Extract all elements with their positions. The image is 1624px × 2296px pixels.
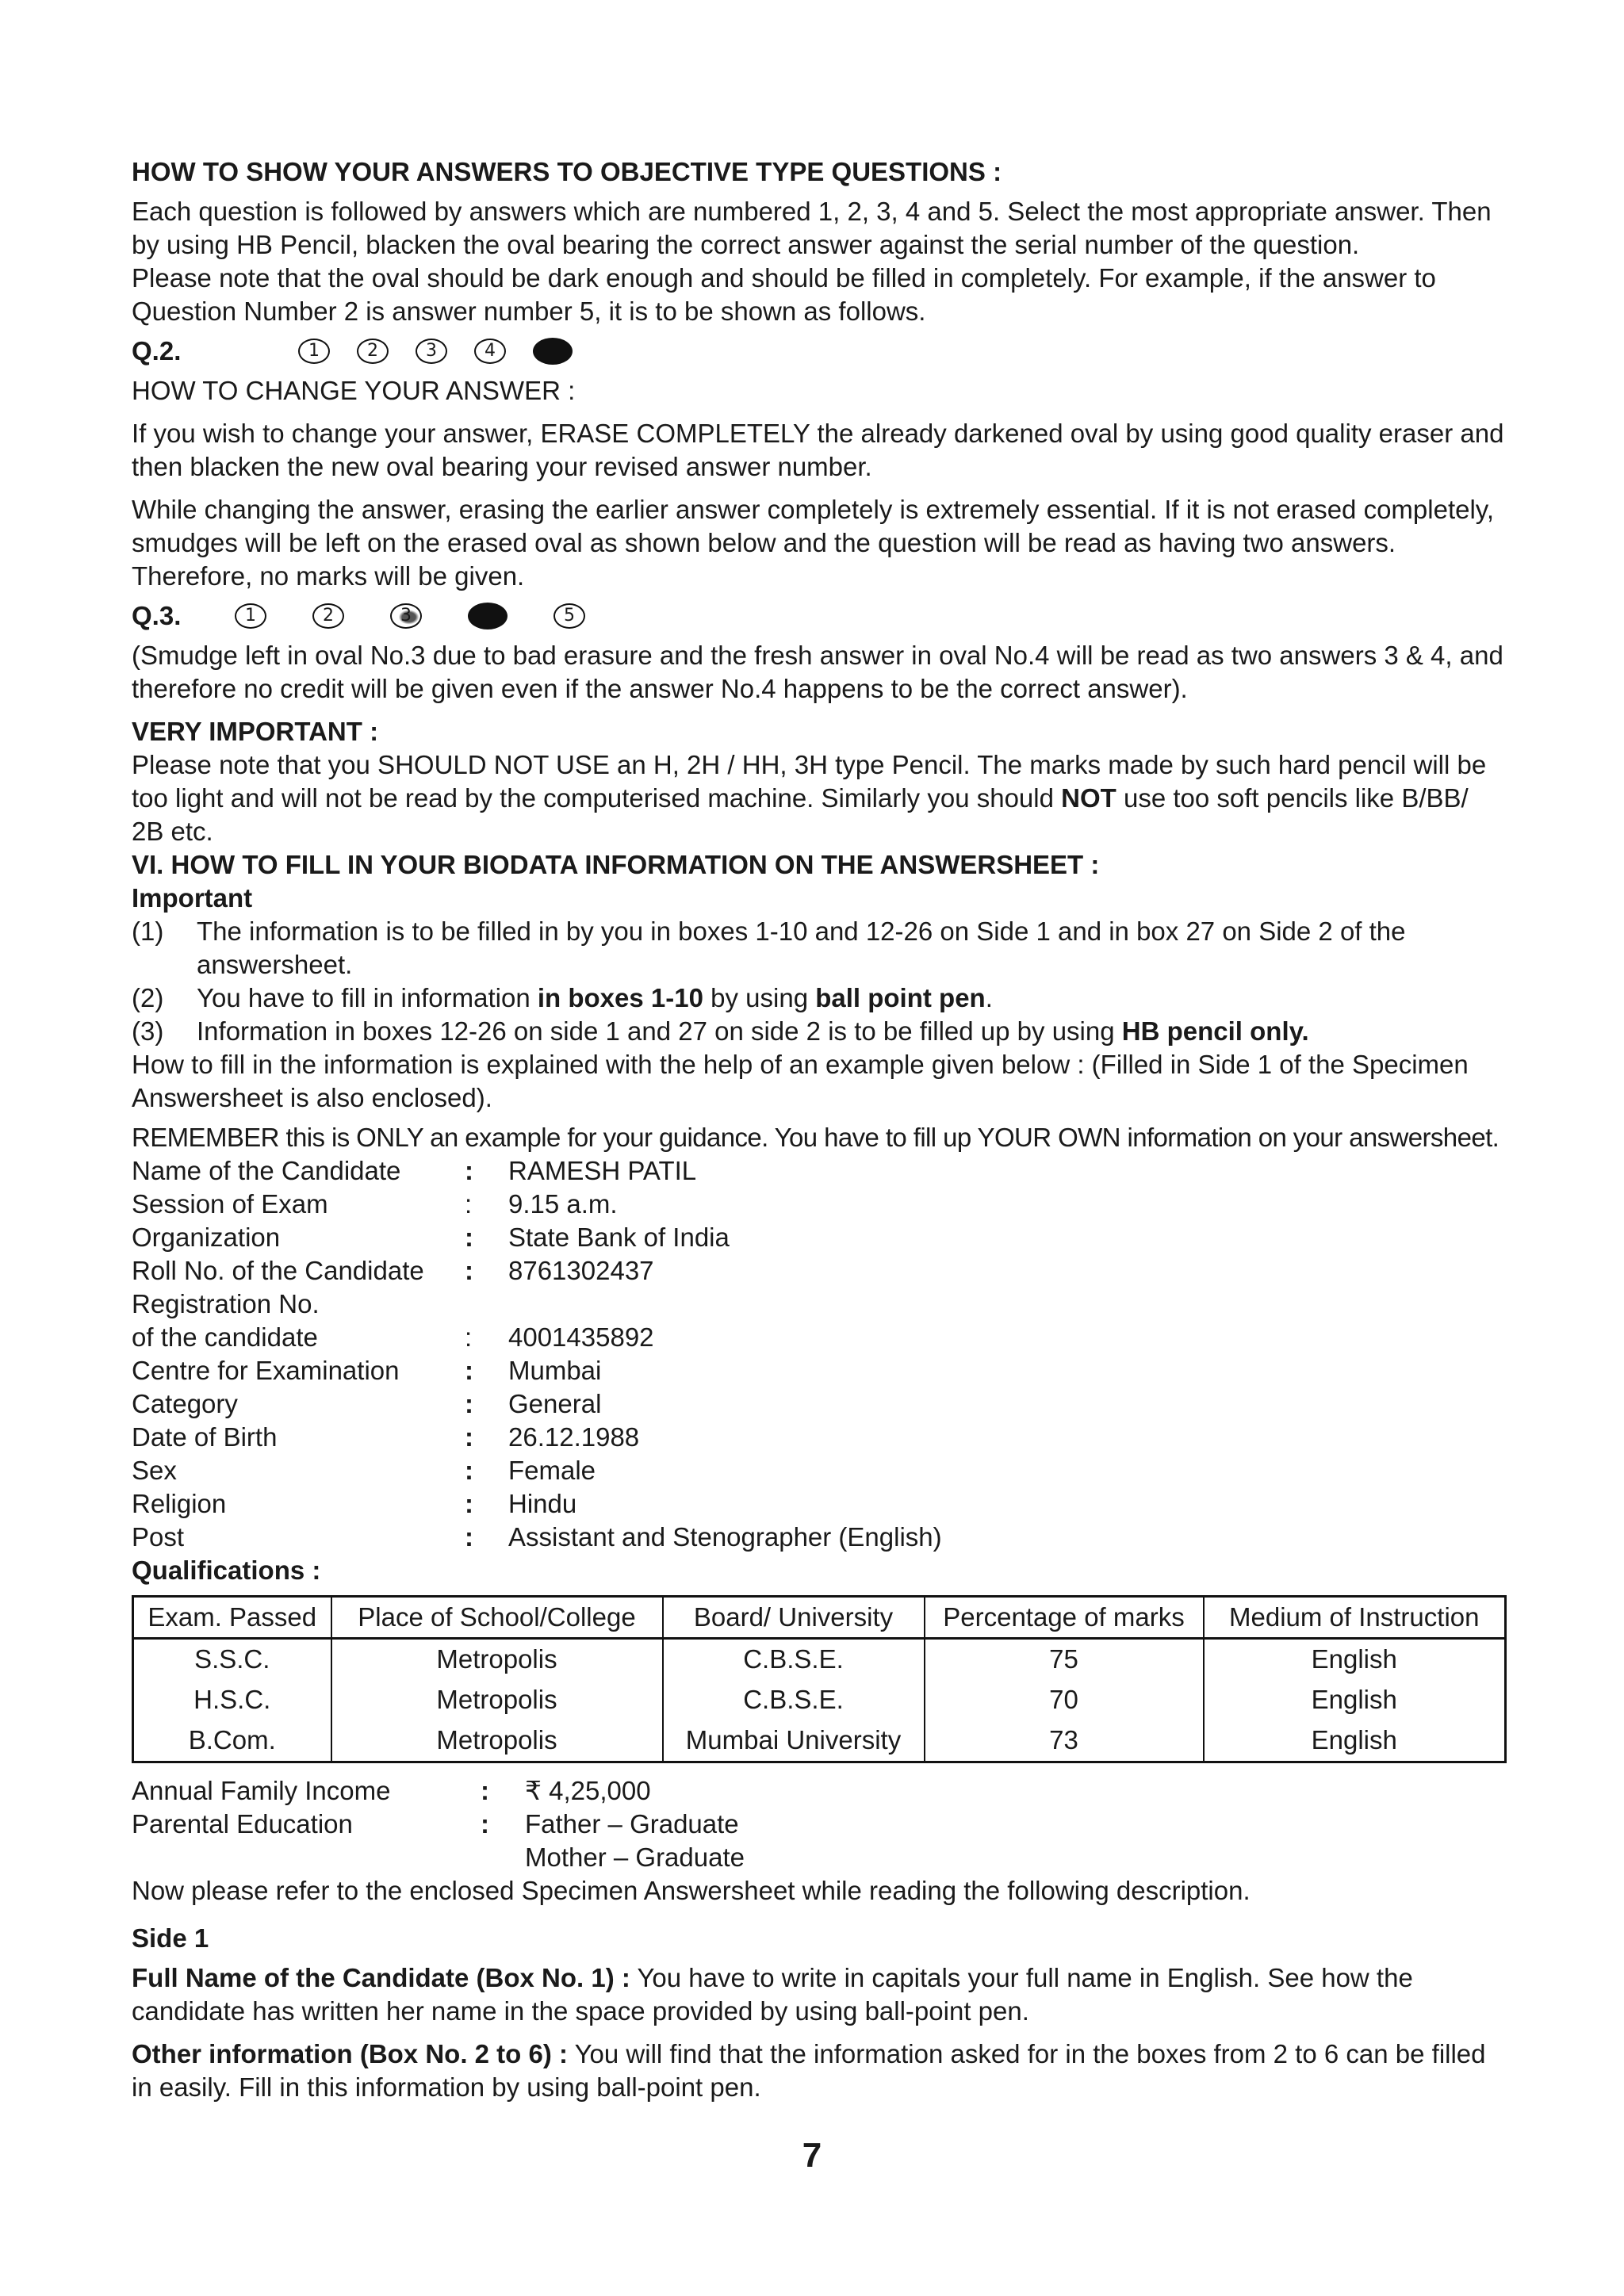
detail-colon: : [481,1776,489,1805]
detail-value: Female [508,1456,596,1485]
text-fragment-bold: HB pencil only. [1121,1016,1309,1046]
detail-row [132,1188,1507,1221]
table-header: Place of School/College [331,1597,663,1639]
answer-oval: 1 [298,339,330,364]
q2-example [132,328,1507,374]
paragraph-fullname [132,1961,1507,2028]
parental-row-mother [132,1841,1507,1874]
income-label: Annual Family Income [132,1776,391,1805]
detail-row [132,1387,1507,1421]
detail-colon: : [465,1156,473,1185]
answer-oval-smudged: 3 [390,603,422,629]
detail-value: 4001435892 [508,1322,654,1352]
detail-row [132,1521,1507,1554]
detail-colon: : [465,1189,473,1219]
answer-oval: 2 [312,603,344,629]
pencil-text-bold: NOT [1061,783,1116,813]
text-fragment-bold: in boxes 1-10 [537,983,703,1012]
paragraph-change-answer: If you wish to change your answer, ERASE COMPLETELY the already darkened oval by using good quality eraser and then blacken the new oval bearing your revised answer number. [132,419,1504,481]
list-number: (2) [132,983,164,1012]
paragraph-otherinfo [132,2038,1507,2104]
otherinfo-text: You will find that the information asked for in the boxes from 2 to 6 can be filled in easily. Fill in this information by using ball-point pen. [132,2039,1486,2102]
detail-row [132,1487,1507,1521]
spacer [132,1841,481,1874]
detail-colon: : [465,1356,473,1385]
paragraph-erasing: While changing the answer, erasing the earlier answer completely is extremely essential. If it is not erased completely, smudges will be left on the erased oval as shown below and the question will be read as having two answers. Therefore, no marks will be given. [132,495,1495,591]
income-row [132,1774,1507,1808]
detail-colon: : [481,1809,489,1839]
detail-colon: : [465,1422,473,1452]
table-cell: 70 [925,1680,1204,1720]
q3-example [132,593,1507,639]
detail-colon: : [465,1322,473,1352]
income-value: ₹ 4,25,000 [525,1776,651,1805]
list-text: The information is to be filled in by you in boxes 1-10 and 12-26 on Side 1 and in box 27 on Side 2 of the answersheet. [197,916,1406,979]
answer-oval: 1 [235,603,266,629]
list-text [197,1015,1507,1048]
table-cell: English [1204,1639,1506,1681]
parental-row [132,1808,1507,1841]
answer-oval: 5 [553,603,585,629]
detail-label: Registration No. [132,1289,320,1318]
important-label: Important [132,883,253,913]
detail-label: of the candidate [132,1322,318,1352]
detail-row [132,1221,1507,1254]
qualifications-table [132,1595,1507,1763]
text-fragment: Information in boxes 12-26 on side 1 and 27 on side 2 is to be filled up by using [197,1016,1122,1046]
detail-row [132,1354,1507,1387]
table-cell: C.B.S.E. [663,1680,925,1720]
detail-value: Hindu [508,1489,577,1518]
heading-change-answer: HOW TO CHANGE YOUR ANSWER : [132,376,576,405]
table-cell: Metropolis [331,1639,663,1681]
detail-row [132,1288,1507,1321]
table-header: Medium of Instruction [1204,1597,1506,1639]
table-header: Board/ University [663,1597,925,1639]
table-cell: C.B.S.E. [663,1639,925,1681]
table-cell: Mumbai University [663,1720,925,1762]
heading-very-important: VERY IMPORTANT : [132,717,379,746]
parental-label: Parental Education [132,1809,353,1839]
detail-value: State Bank of India [508,1223,730,1252]
detail-value: Mumbai [508,1356,602,1385]
qualifications-label: Qualifications : [132,1556,321,1585]
detail-value: General [508,1389,602,1418]
answer-oval-filled [468,603,508,629]
detail-row [132,1454,1507,1487]
detail-colon: : [465,1223,473,1252]
table-header: Exam. Passed [133,1597,331,1639]
paragraph-instructions: Each question is followed by answers which are numbered 1, 2, 3, 4 and 5. Select the most appropriate answer. Then by using HB Pencil, blacken the oval bearing the correct answer against the serial number of the question. [132,197,1492,259]
table-cell: 75 [925,1639,1204,1681]
page-content [132,155,1507,2104]
detail-colon: : [465,1489,473,1518]
fullname-label: Full Name of the Candidate (Box No. 1) : [132,1963,630,1992]
pencil-text-a: Please note that you SHOULD NOT USE an H, 2H / HH, 3H type Pencil. The marks made by such hard pencil will be too light and will not be read by the computerised machine. Similarly you should [132,750,1487,813]
answer-oval: 3 [416,339,447,364]
table-row [133,1720,1506,1762]
detail-value [508,1288,1507,1321]
table-header: Percentage of marks [925,1597,1204,1639]
list-number: (3) [132,1016,164,1046]
text-fragment-bold: ball point pen [815,983,986,1012]
detail-label: Post [132,1522,185,1552]
q3-label: Q.3. [132,601,182,630]
detail-row [132,1254,1507,1288]
table-row [133,1639,1506,1681]
detail-value: 8761302437 [508,1256,654,1285]
paragraph-remember: REMEMBER this is ONLY an example for your guidance. You have to fill up YOUR OWN information on your answersheet. [132,1123,1500,1152]
detail-label: Organization [132,1223,281,1252]
detail-value: 9.15 a.m. [508,1189,618,1219]
list-item [132,915,1507,982]
text-fragment: by using [703,983,816,1012]
table-cell: B.Com. [133,1720,331,1762]
list-number: (1) [132,916,164,946]
table-header-row [133,1597,1506,1639]
table-cell: English [1204,1720,1506,1762]
parental-father: Father – Graduate [525,1809,739,1839]
fullname-text: You have to write in capitals your full name in English. See how the candidate has written her name in the space provided by using ball-point pen. [132,1963,1413,2026]
detail-row [132,1321,1507,1354]
table-row [133,1680,1506,1720]
text-fragment: You have to fill in information [197,983,538,1012]
table-cell: S.S.C. [133,1639,331,1681]
detail-label: Centre for Examination [132,1356,400,1385]
answer-oval: 4 [474,339,506,364]
heading-objective: HOW TO SHOW YOUR ANSWERS TO OBJECTIVE TYPE QUESTIONS : [132,157,1002,186]
paragraph-pencil [132,748,1507,848]
detail-colon: : [465,1522,473,1552]
detail-label: Category [132,1389,238,1418]
otherinfo-label: Other information (Box No. 2 to 6) : [132,2039,568,2068]
side1-heading: Side 1 [132,1923,209,1953]
parental-mother: Mother – Graduate [525,1843,745,1872]
paragraph-smudge: (Smudge left in oval No.3 due to bad erasure and the fresh answer in oval No.4 will be read as two answers 3 & 4, and therefore no credit will be given even if the answer No.4 happens to be the correct answer). [132,641,1503,703]
table-cell: English [1204,1680,1506,1720]
answer-oval-filled [533,338,573,365]
paragraph-howto: How to fill in the information is explained with the help of an example given below : (Filled in Side 1 of the Specimen Answersheet is also enclosed). [132,1050,1469,1112]
table-cell: Metropolis [331,1680,663,1720]
list-item [132,982,1507,1015]
text-fragment: . [985,983,993,1012]
detail-label: Name of the Candidate [132,1156,401,1185]
candidate-details [132,1154,1507,1554]
detail-row [132,1421,1507,1454]
table-cell: H.S.C. [133,1680,331,1720]
detail-value: 26.12.1988 [508,1422,640,1452]
page-number: 7 [802,2136,822,2175]
q2-label: Q.2. [132,336,182,365]
heading-biodata: VI. HOW TO FILL IN YOUR BIODATA INFORMATION ON THE ANSWERSHEET : [132,850,1100,879]
detail-label: Sex [132,1456,177,1485]
table-cell: Metropolis [331,1720,663,1762]
detail-label: Roll No. of the Candidate [132,1256,424,1285]
list-item [132,1015,1507,1048]
detail-label: Religion [132,1489,227,1518]
detail-row [132,1154,1507,1188]
list-text [197,982,1507,1015]
detail-colon: : [465,1389,473,1418]
detail-colon [465,1288,508,1321]
table-cell: 73 [925,1720,1204,1762]
paragraph-oval-note: Please note that the oval should be dark enough and should be filled in completely. For example, if the answer to Question Number 2 is answer number 5, it is to be shown as follows. [132,263,1436,326]
detail-label: Date of Birth [132,1422,278,1452]
paragraph-refer: Now please refer to the enclosed Specimen Answersheet while reading the following description. [132,1876,1251,1905]
detail-colon: : [465,1256,473,1285]
spacer [481,1841,525,1874]
detail-colon: : [465,1456,473,1485]
detail-label: Session of Exam [132,1189,328,1219]
pencil-text-c: use too soft pencils like B/BB/ 2B etc. [132,783,1469,846]
detail-value: Assistant and Stenographer (English) [508,1522,942,1552]
answer-oval: 2 [357,339,389,364]
detail-value: RAMESH PATIL [508,1156,697,1185]
